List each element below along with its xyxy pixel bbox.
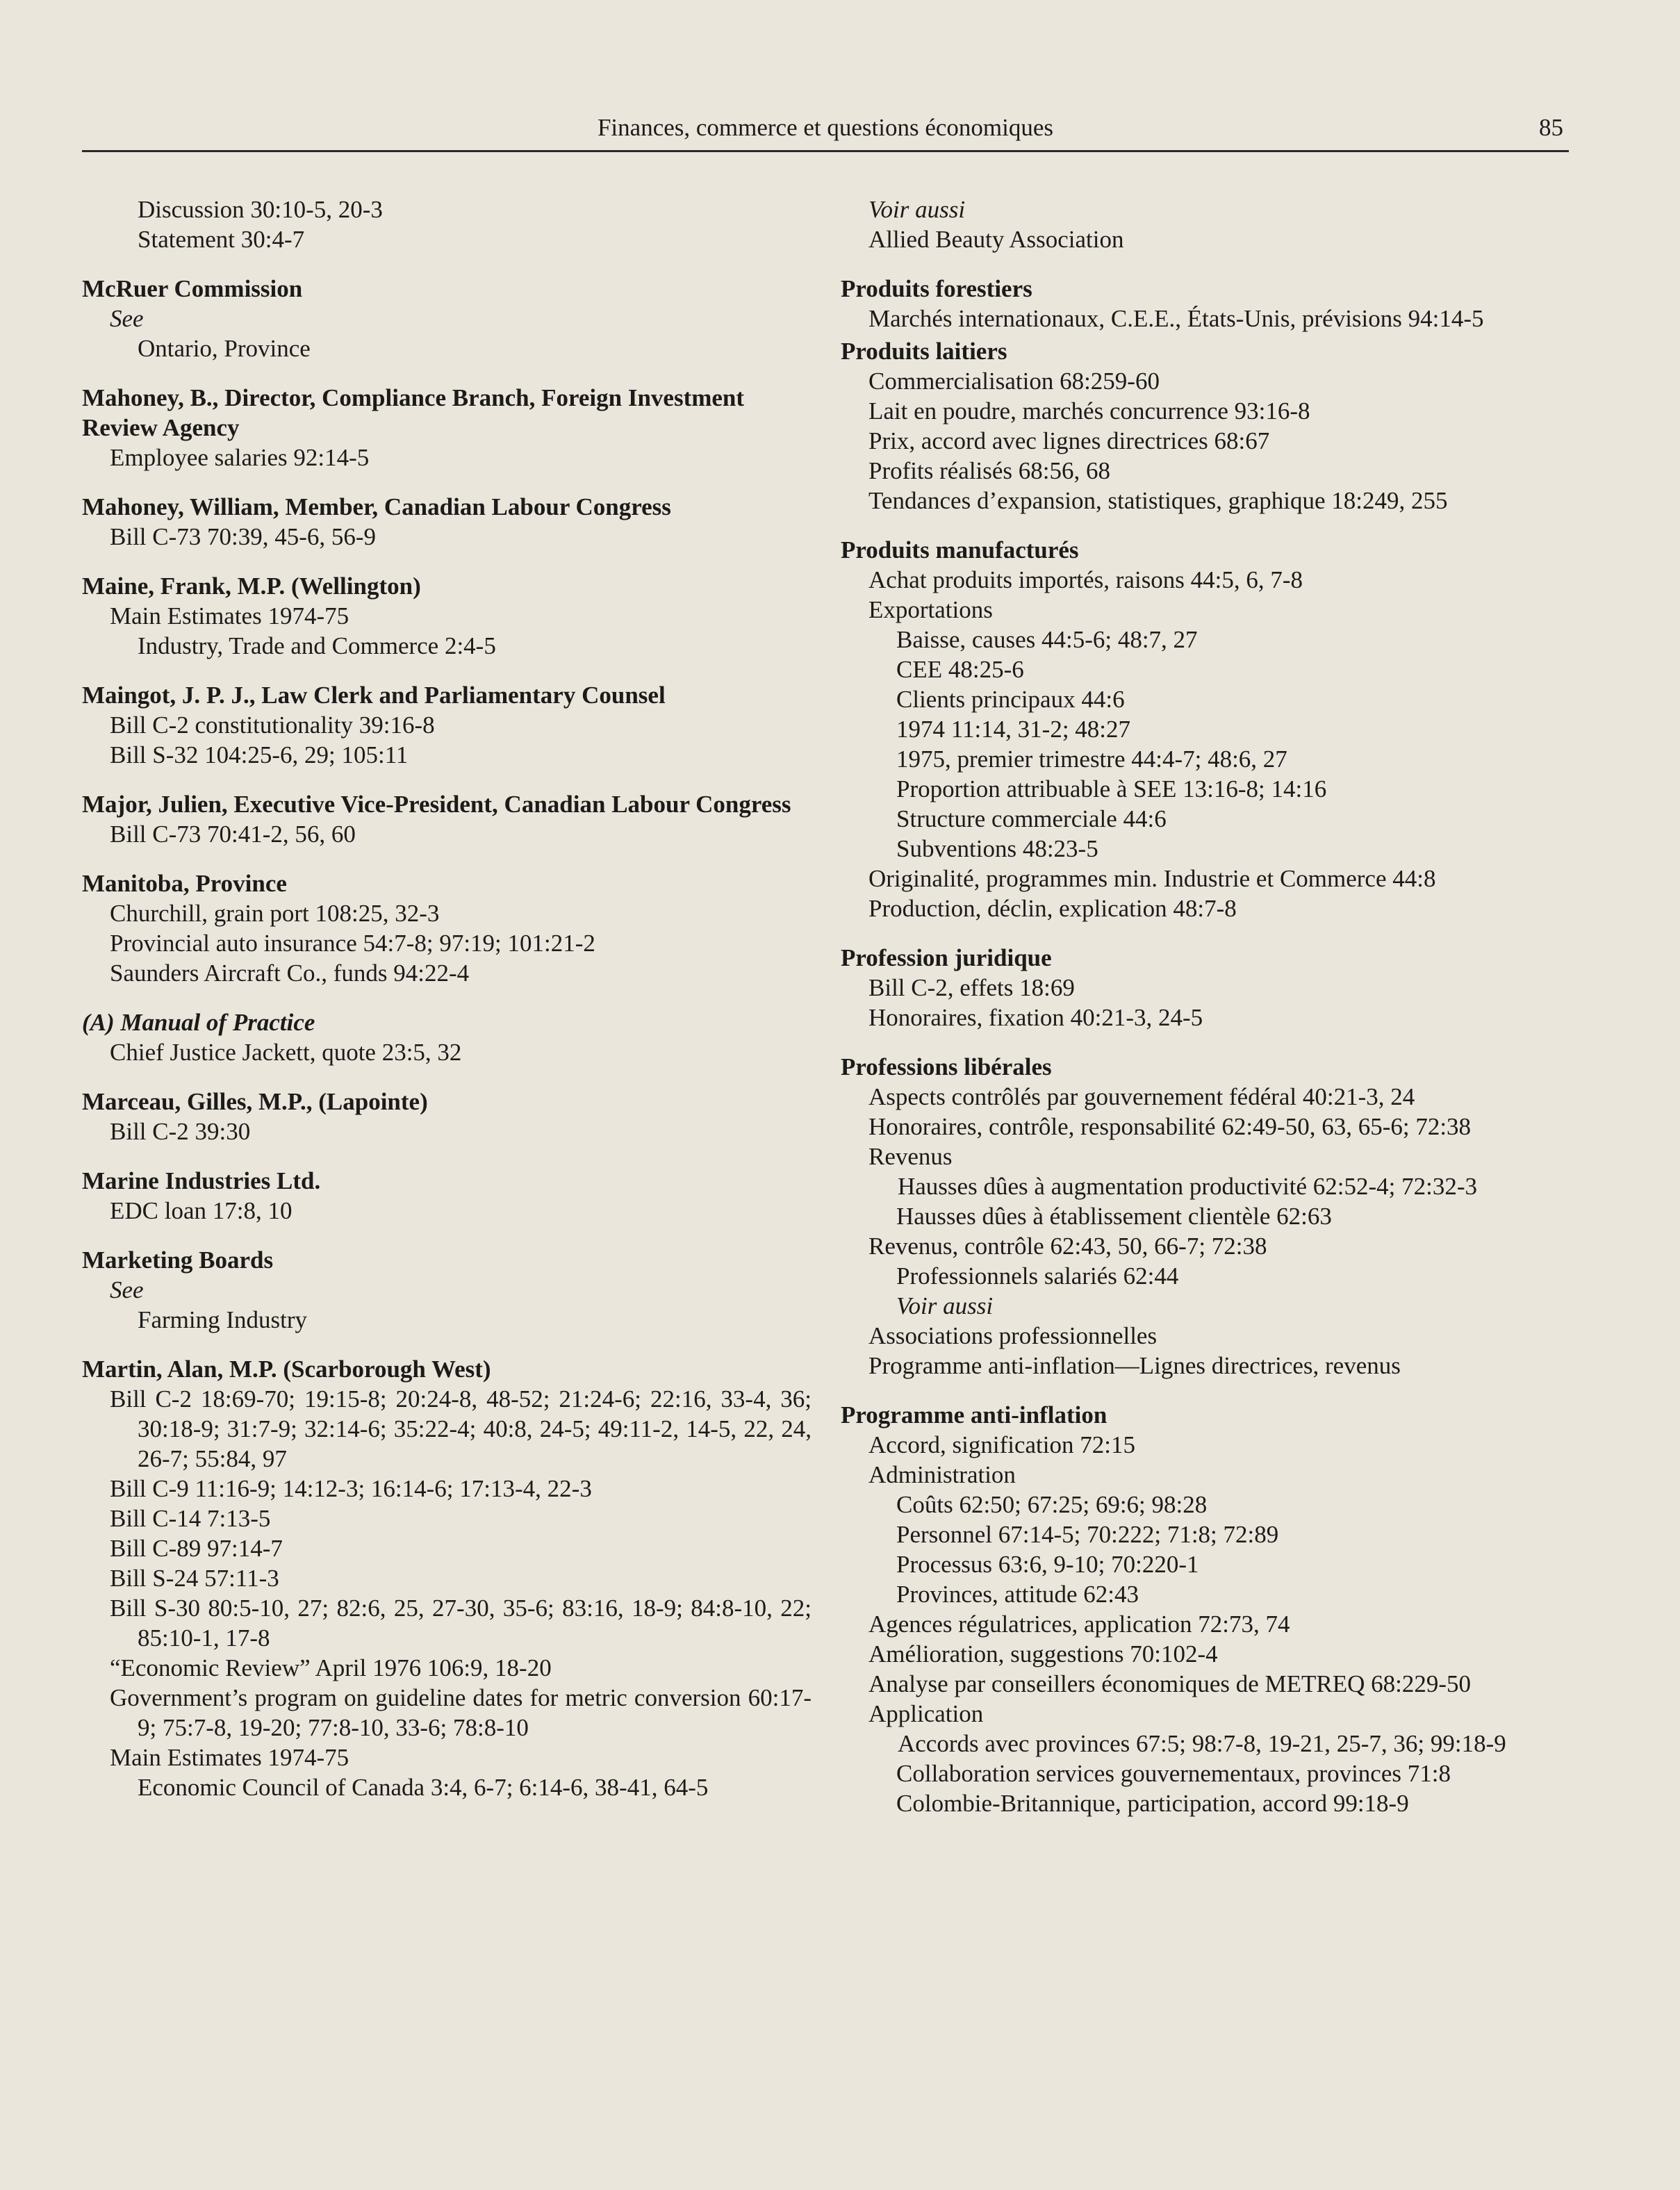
index-entry	[82, 383, 812, 472]
sub-subentry: Proportion attribuable à SEE 13:16-8; 14:16	[896, 775, 1327, 802]
sub-subentry: Subventions 48:23-5	[896, 835, 1098, 862]
subentry: Tendances d’expansion, statistiques, graphique 18:249, 255	[868, 487, 1448, 514]
index-entry	[82, 1007, 812, 1067]
index-entry	[841, 1400, 1569, 1818]
running-header	[82, 111, 1569, 152]
sub-subentry: Baisse, causes 44:5-6; 48:7, 27	[896, 626, 1198, 653]
subentry: Bill C-2 constitutionality 39:16-8	[110, 711, 435, 739]
entry-heading: Major, Julien, Executive Vice-President, Canadian Labour Congress	[82, 791, 791, 818]
sub-subentry: Collaboration services gouvernementaux, provinces 71:8	[896, 1760, 1451, 1787]
subentry: Originalité, programmes min. Industrie et Commerce 44:8	[868, 865, 1436, 892]
sub-subentry: Voir aussi	[896, 1292, 994, 1319]
index-entry	[82, 1245, 812, 1335]
entry-heading: Produits manufacturés	[841, 536, 1079, 563]
sub-subentry: Clients principaux 44:6	[896, 686, 1125, 713]
sub-subentry: Colombie-Britannique, participation, accord 99:18-9	[896, 1790, 1409, 1817]
left-index-column	[82, 195, 812, 1802]
sub-subentry: Accords avec provinces 67:5; 98:7-8, 19-21, 25-7, 36; 99:18-9	[898, 1730, 1506, 1757]
sub-subentry: Processus 63:6, 9-10; 70:220-1	[896, 1551, 1199, 1578]
subentry: Prix, accord avec lignes directrices 68:67	[868, 427, 1270, 454]
sub-subentry: Personnel 67:14-5; 70:222; 71:8; 72:89	[896, 1521, 1279, 1548]
subentry: Revenus	[868, 1143, 953, 1170]
subentry: Accord, signification 72:15	[868, 1431, 1135, 1458]
index-entry	[841, 274, 1569, 334]
subentry: Bill C-2 39:30	[110, 1118, 251, 1145]
subentry: Employee salaries 92:14-5	[110, 444, 370, 471]
subentry: EDC loan 17:8, 10	[110, 1197, 293, 1224]
right-index-column	[841, 195, 1569, 1818]
sub-subentry: Hausses dûes à augmentation productivité 62:52-4; 72:32-3	[898, 1173, 1478, 1200]
subentry: Saunders Aircraft Co., funds 94:22-4	[110, 960, 470, 987]
entry-heading: McRuer Commission	[82, 275, 303, 302]
sub-subentry: Structure commerciale 44:6	[896, 805, 1167, 832]
sub-subentry: Discussion 30:10-5, 20-3	[138, 196, 383, 223]
index-entry	[841, 1052, 1569, 1381]
subentry: Agences régulatrices, application 72:73, 74	[868, 1611, 1290, 1638]
sub-subentry: Industry, Trade and Commerce 2:4-5	[138, 632, 496, 659]
index-entry	[841, 336, 1569, 516]
subentry: Allied Beauty Association	[868, 226, 1124, 253]
subentry: Provincial auto insurance 54:7-8; 97:19; 101:21-2	[110, 930, 595, 957]
subentry: Application	[868, 1700, 984, 1727]
subentry: Bill S-32 104:25-6, 29; 105:11	[110, 741, 409, 768]
index-entry	[82, 680, 812, 770]
subentry: “Economic Review” April 1976 106:9, 18-20	[110, 1654, 552, 1681]
sub-subentry: 1975, premier trimestre 44:4-7; 48:6, 27	[896, 746, 1287, 773]
subentry: Analyse par conseillers économiques de METREQ 68:229-50	[868, 1670, 1472, 1697]
index-entry	[841, 535, 1569, 923]
sub-subentry: Statement 30:4-7	[138, 226, 305, 253]
index-entry	[82, 789, 812, 849]
entry-heading: Programme anti-inflation	[841, 1401, 1107, 1429]
sub-subentry: CEE 48:25-6	[896, 656, 1024, 683]
sub-subentry: Professionnels salariés 62:44	[896, 1262, 1179, 1290]
entry-heading: Produits laitiers	[841, 338, 1007, 365]
subentry: Bill C-89 97:14-7	[110, 1535, 283, 1562]
entry-heading: Maine, Frank, M.P. (Wellington)	[82, 573, 421, 600]
subentry: Churchill, grain port 108:25, 32-3	[110, 900, 440, 927]
subentry: Exportations	[868, 596, 993, 623]
subentry: Bill C-14 7:13-5	[110, 1505, 271, 1532]
running-header-title: Finances, commerce et questions économiques	[597, 114, 1054, 141]
subentry: Achat produits importés, raisons 44:5, 6, 7-8	[868, 566, 1303, 593]
index-entry	[841, 195, 1569, 254]
subentry: Programme anti-inflation—Lignes directrices, revenus	[868, 1352, 1401, 1379]
entry-heading: Martin, Alan, M.P. (Scarborough West)	[82, 1356, 491, 1383]
subentry: Main Estimates 1974-75	[110, 602, 349, 629]
subentry: Amélioration, suggestions 70:102-4	[868, 1640, 1218, 1668]
entry-heading: Marine Industries Ltd.	[82, 1167, 321, 1194]
entry-heading: Marceau, Gilles, M.P., (Lapointe)	[82, 1088, 428, 1115]
subentry: Voir aussi	[868, 196, 966, 223]
index-entry	[82, 492, 812, 552]
entry-heading: (A) Manual of Practice	[82, 1009, 315, 1036]
subentry: Bill C-73 70:41-2, 56, 60	[110, 821, 356, 848]
subentry: Marchés internationaux, C.E.E., États-Unis, prévisions 94:14-5	[868, 305, 1484, 332]
index-entry	[82, 1354, 812, 1802]
subentry: Profits réalisés 68:56, 68	[868, 457, 1111, 484]
sub-subentry: Provinces, attitude 62:43	[896, 1581, 1139, 1608]
index-entry	[82, 274, 812, 363]
entry-heading: Mahoney, William, Member, Canadian Labour Congress	[82, 493, 671, 520]
subentry: Production, déclin, explication 48:7-8	[868, 895, 1237, 922]
subentry: Bill C-9 11:16-9; 14:12-3; 16:14-6; 17:13-4, 22-3	[110, 1475, 592, 1502]
sub-subentry: 1974 11:14, 31-2; 48:27	[896, 716, 1131, 743]
subentry: Chief Justice Jackett, quote 23:5, 32	[110, 1039, 462, 1066]
index-entry	[82, 571, 812, 661]
subentry: Revenus, contrôle 62:43, 50, 66-7; 72:38	[868, 1233, 1267, 1260]
subentry: Bill C-2, effets 18:69	[868, 974, 1075, 1001]
entry-heading: Marketing Boards	[82, 1246, 274, 1274]
subentry: See	[110, 1276, 144, 1303]
subentry: Bill S-24 57:11-3	[110, 1565, 279, 1592]
entry-heading: Produits forestiers	[841, 275, 1032, 302]
subentry: Associations professionnelles	[868, 1322, 1158, 1349]
index-entry	[82, 195, 812, 254]
index-entry	[82, 1166, 812, 1226]
page-number: 85	[1539, 114, 1563, 141]
subentry: Administration	[868, 1461, 1016, 1488]
subentry: Main Estimates 1974-75	[110, 1744, 349, 1771]
index-entry	[82, 1087, 812, 1146]
sub-subentry: Farming Industry	[138, 1306, 308, 1333]
subentry: Honoraires, fixation 40:21-3, 24-5	[868, 1004, 1203, 1031]
subentry: Bill C-73 70:39, 45-6, 56-9	[110, 523, 377, 550]
subentry: Bill S-30 80:5-10, 27; 82:6, 25, 27-30, 35-6; 83:16, 18-9; 84:8-10, 22; 85:10-1, 17-8	[110, 1595, 812, 1652]
entry-heading: Mahoney, B., Director, Compliance Branch, Foreign Investment Review Agency	[82, 384, 745, 441]
subentry: Bill C-2 18:69-70; 19:15-8; 20:24-8, 48-52; 21:24-6; 22:16, 33-4, 36; 30:18-9; 31:7-9; 32:14-6; 35:22-4; 40:8, 24-5; 49:11-2, 14-5, 22, 24, 26-7; 55:84, 97	[110, 1385, 812, 1472]
sub-subentry: Hausses dûes à établissement clientèle 62:63	[896, 1203, 1332, 1230]
sub-subentry: Coûts 62:50; 67:25; 69:6; 98:28	[896, 1491, 1208, 1518]
subentry: Aspects contrôlés par gouvernement fédéral 40:21-3, 24	[868, 1083, 1415, 1110]
entry-heading: Maingot, J. P. J., Law Clerk and Parliamentary Counsel	[82, 682, 666, 709]
entry-heading: Profession juridique	[841, 944, 1052, 971]
subentry: Lait en poudre, marchés concurrence 93:16-8	[868, 397, 1310, 425]
subentry: Honoraires, contrôle, responsabilité 62:49-50, 63, 65-6; 72:38	[868, 1113, 1472, 1140]
subentry: Government’s program on guideline dates for metric conversion 60:17-9; 75:7-8, 19-20; 77:8-10, 33-6; 78:8-10	[110, 1684, 812, 1741]
subentry: Commercialisation 68:259-60	[868, 368, 1160, 395]
subentry: See	[110, 305, 144, 332]
entry-heading: Manitoba, Province	[82, 870, 287, 897]
sub-subentry: Economic Council of Canada 3:4, 6-7; 6:14-6, 38-41, 64-5	[138, 1774, 709, 1801]
index-entry	[82, 868, 812, 988]
entry-heading: Professions libérales	[841, 1053, 1052, 1080]
sub-subentry: Ontario, Province	[138, 335, 311, 362]
index-entry	[841, 943, 1569, 1032]
